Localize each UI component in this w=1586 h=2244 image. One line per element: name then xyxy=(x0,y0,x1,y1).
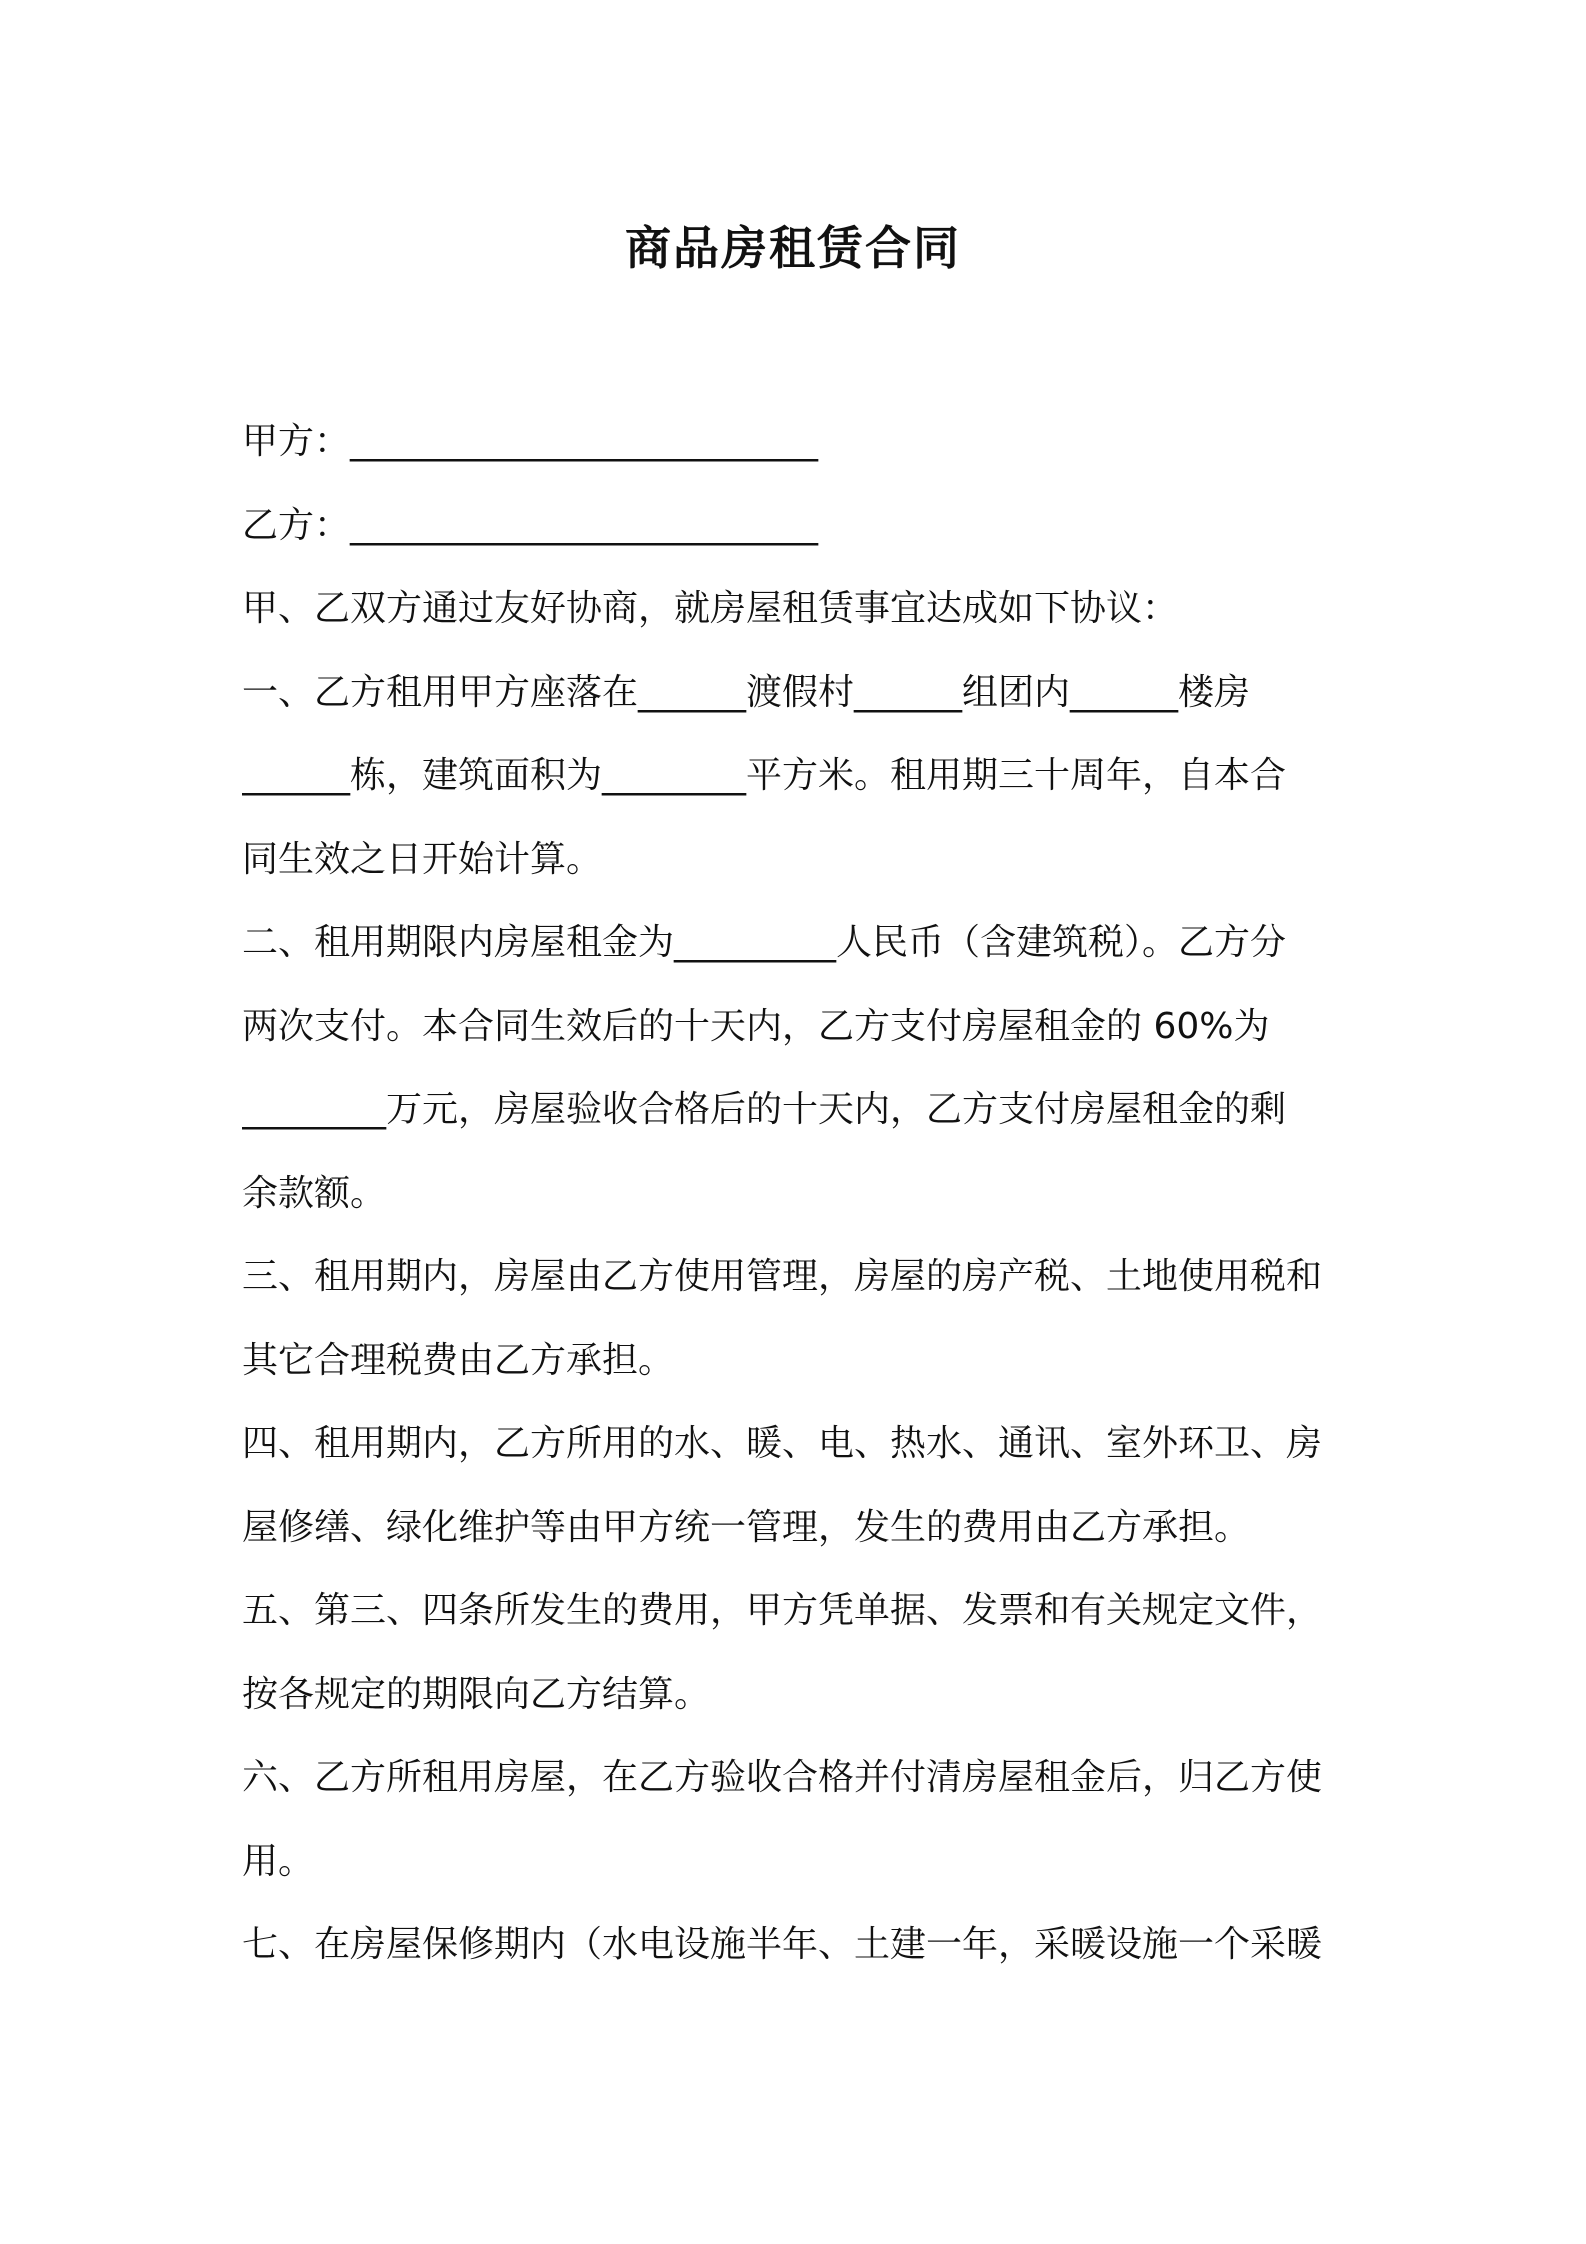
text-line: 甲、乙双方通过友好协商，就房屋租赁事宜达成如下协议： xyxy=(242,588,1179,629)
text-line: 两次支付。本合同生效后的十天内，乙方支付房屋租金的 60%为 xyxy=(242,1005,1270,1047)
document-title: 商品房租赁合同 xyxy=(625,221,961,275)
text-line: 其它合理税费由乙方承担。 xyxy=(242,1339,675,1381)
text-line: 一、乙方租用甲方座落在______渡假村______组团内______楼房 xyxy=(242,671,1251,713)
text-line: ________万元，房屋验收合格后的十天内，乙方支付房屋租金的剩 xyxy=(242,1089,1287,1130)
text-line: 按各规定的期限向乙方结算。 xyxy=(242,1673,711,1715)
text-line: 二、租用期限内房屋租金为_________人民币（含建筑税）。乙方分 xyxy=(242,922,1287,963)
party-b-label: 乙方： xyxy=(242,504,351,546)
party-b-blank: __________________________ xyxy=(350,504,819,546)
text-line: 屋修缮、绿化维护等由甲方统一管理，发生的费用由乙方承担。 xyxy=(242,1506,1251,1548)
party-a-label: 甲方： xyxy=(242,421,351,462)
text-line: ______栋，建筑面积为________平方米。租用期三十周年，自本合 xyxy=(242,755,1287,796)
text-line: 七、在房屋保修期内（水电设施半年、土建一年，采暖设施一个采暖 xyxy=(242,1924,1323,1965)
text-line: 用。 xyxy=(242,1840,315,1882)
document-body xyxy=(242,400,1360,1987)
party-a-blank: __________________________ xyxy=(350,421,819,462)
text-line: 余款额。 xyxy=(242,1172,387,1214)
text-line: 六、乙方所租用房屋，在乙方验收合格并付清房屋租金后，归乙方使 xyxy=(242,1757,1323,1798)
text-line: 五、第三、四条所发生的费用，甲方凭单据、发票和有关规定文件， xyxy=(242,1590,1323,1631)
party-a-line xyxy=(242,400,1360,484)
party-b-line xyxy=(242,484,1360,568)
text-line: 三、租用期内，房屋由乙方使用管理，房屋的房产税、土地使用税和 xyxy=(242,1256,1323,1297)
text-line: 四、租用期内，乙方所用的水、暖、电、热水、通讯、室外环卫、房 xyxy=(242,1423,1323,1464)
text-line: 同生效之日开始计算。 xyxy=(242,838,603,880)
